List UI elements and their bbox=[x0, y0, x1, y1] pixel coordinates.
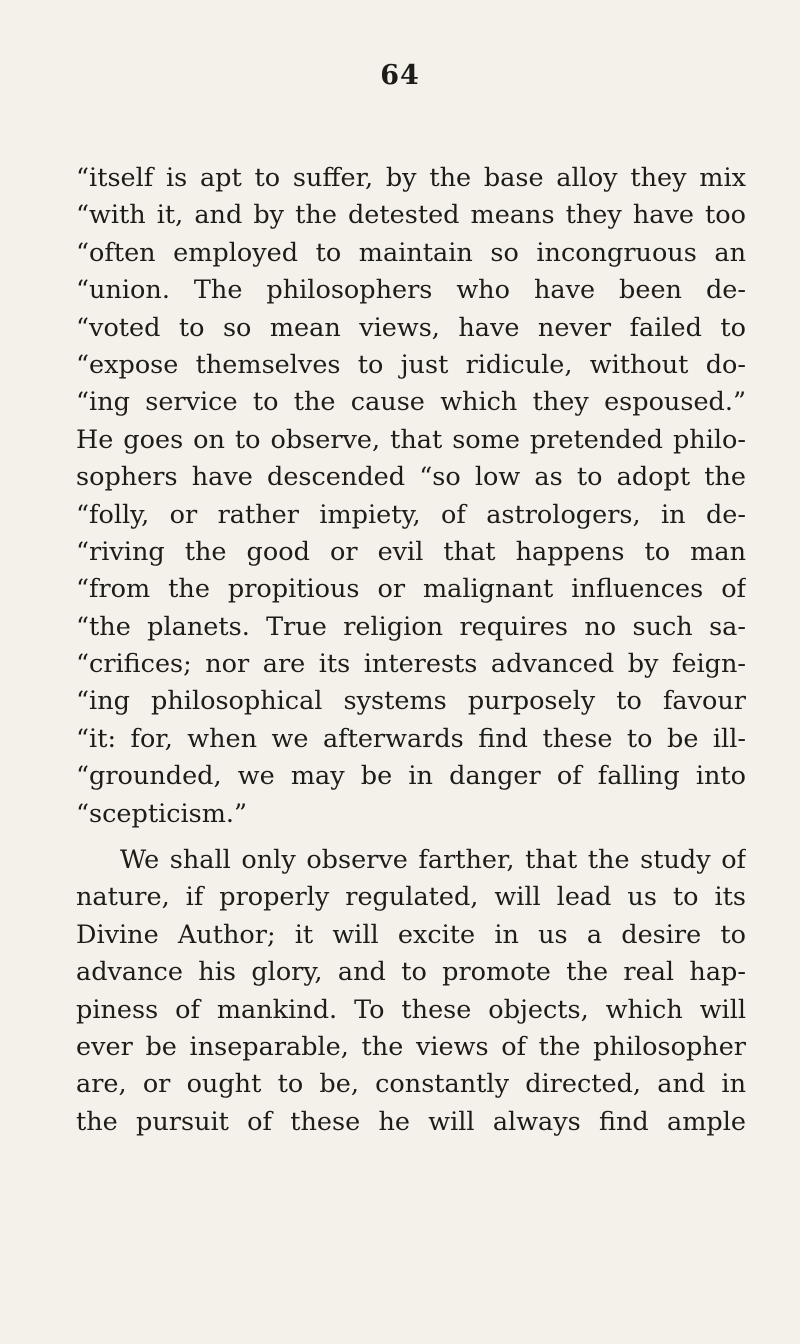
text-line: the pursuit of these he will always find ample bbox=[76, 1106, 746, 1137]
text-line: “expose themselves to just ridicule, without do- bbox=[76, 349, 746, 380]
text-line: “riving the good or evil that happens to man bbox=[76, 536, 746, 567]
page-number: 64 bbox=[380, 60, 420, 91]
text-line: “itself is apt to suffer, by the base alloy they mix bbox=[76, 163, 746, 193]
text-line: nature, if properly regulated, will lead us to its bbox=[76, 882, 746, 913]
text-line: “ing service to the cause which they espoused.” bbox=[76, 387, 746, 418]
text-line: advance his glory, and to promote the real hap- bbox=[76, 957, 746, 988]
text-line: “scepticism.” bbox=[76, 798, 248, 829]
text-line: “crifices; nor are its interests advanced by feign- bbox=[76, 649, 746, 680]
paragraph-quotation bbox=[76, 160, 746, 833]
text-line: “it: for, when we afterwards find these to be ill- bbox=[76, 723, 746, 754]
text-line: “from the propitious or malignant influences of bbox=[76, 574, 746, 605]
text-line: piness of mankind. To these objects, which will bbox=[76, 994, 746, 1025]
text-line: Divine Author; it will excite in us a desire to bbox=[76, 919, 746, 950]
text-line: “the planets. True religion requires no such sa- bbox=[76, 611, 746, 642]
text-line: “with it, and by the detested means they have too bbox=[76, 200, 746, 231]
text-line: “grounded, we may be in danger of falling into bbox=[76, 761, 746, 792]
text-line: are, or ought to be, constantly directed, and in bbox=[76, 1069, 746, 1100]
text-line: “folly, or rather impiety, of astrologers, in de- bbox=[76, 499, 746, 530]
text-line: We shall only observe farther, that the study of bbox=[120, 845, 746, 875]
text-line: “often employed to maintain so incongruous an bbox=[76, 237, 746, 268]
text-line: He goes on to observe, that some pretended philo- bbox=[76, 424, 746, 455]
text-line: sophers have descended “so low as to adopt the bbox=[76, 462, 746, 493]
text-line: ever be inseparable, the views of the philosopher bbox=[76, 1031, 746, 1062]
text-line: “ing philosophical systems purposely to favour bbox=[76, 686, 746, 717]
text-line: “union. The philosophers who have been de- bbox=[76, 275, 746, 306]
text-line: “voted to so mean views, have never failed to bbox=[76, 312, 746, 343]
paragraph-conclusion bbox=[76, 842, 746, 1141]
